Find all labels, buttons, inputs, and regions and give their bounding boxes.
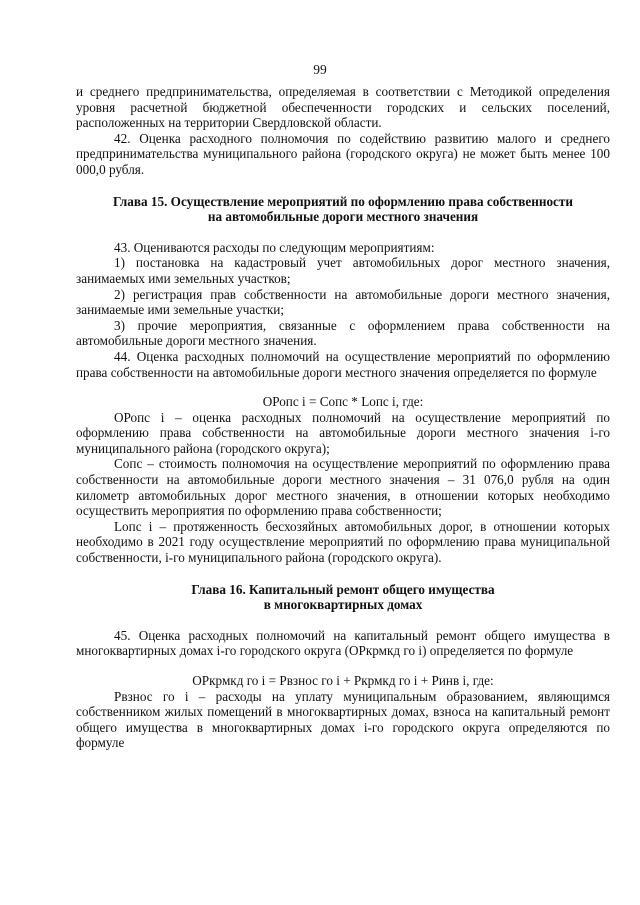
paragraph-43-item-3: 3) прочие мероприятия, связанные с оформлением права собственности на автомобильные дороги местного значения.	[76, 317, 610, 349]
paragraph-43-item-2: 2) регистрация прав собственности на автомобильные дороги местного значения, занимаемые ими земельные участки;	[76, 286, 610, 318]
paragraph-45: 45. Оценка расходных полномочий на капитальный ремонт общего имущества в многоквартирных домах i-го городского округа (ОРкрмкд го i) определяется по формуле	[76, 627, 610, 659]
definition-rvznos: Рвзнос го i – расходы на уплату муниципальным образованием, являющимся собственником жилых помещений в многоквартирных домах, взноса на капитальный ремонт общего имущества в многоквартирных домах i-го городского округа определяются по формуле	[76, 688, 610, 751]
page-body	[76, 84, 610, 751]
chapter-16-heading-line2: в многоквартирных домах	[263, 597, 423, 613]
chapter-15-heading-line2: на автомобильные дороги местного значения	[207, 209, 479, 225]
paragraph-continuation: и среднего предпринимательства, определяемая в соответствии с Методикой определения уровня расчетной бюджетной обеспеченности городских и сельских поселений, расположенных на территории Свердловской области.	[76, 84, 610, 131]
chapter-15-heading-line1: Глава 15. Осуществление мероприятий по оформлению права собственности	[113, 193, 573, 209]
definition-opc: ОРопс i – оценка расходных полномочий на осуществление мероприятий по оформлению права собственности на автомобильные дороги местного значения i-го муниципального района (городского округа);	[76, 409, 610, 456]
definition-lopc: Lопс i – протяженность бесхозяйных автомобильных дорог, в отношении которых необходимо в 2021 году осуществление мероприятий по оформлению права муниципальной собственности, i-го муниципального района (городского округа).	[76, 518, 610, 566]
page-number: 99	[313, 62, 327, 77]
paragraph-43: 43. Оцениваются расходы по следующим мероприятиям:	[114, 239, 435, 255]
definition-sopc: Сопс – стоимость полномочия на осуществление мероприятий по оформлению права собственности на автомобильные дороги местного значения – 31 076,0 рубля на один километр автомобильных дорог местного значения, в отношении которых необходимо осуществить мероприятия по оформлению права собственности;	[76, 456, 610, 519]
formula-opc: ОРопс i = Сопс * Lопс i, где:	[262, 394, 424, 410]
paragraph-42: 42. Оценка расходного полномочия по содействию развитию малого и среднего предпринимательства муниципального района (городского округа) не может быть менее 100 000,0 рубля.	[76, 130, 610, 177]
paragraph-43-item-1: 1) постановка на кадастровый учет автомобильных дорог местного значения, занимаемых ими земельных участков;	[76, 255, 610, 286]
paragraph-44: 44. Оценка расходных полномочий на осуществление мероприятий по оформлению права собственности на автомобильные дороги местного значения определяется по формуле	[76, 348, 610, 380]
formula-krmkd: ОРкрмкд го i = Рвзнос го i + Ркрмкд го i + Ринв i, где:	[192, 673, 494, 688]
chapter-16-heading-line1: Глава 16. Капитальный ремонт общего имущества	[191, 581, 495, 597]
